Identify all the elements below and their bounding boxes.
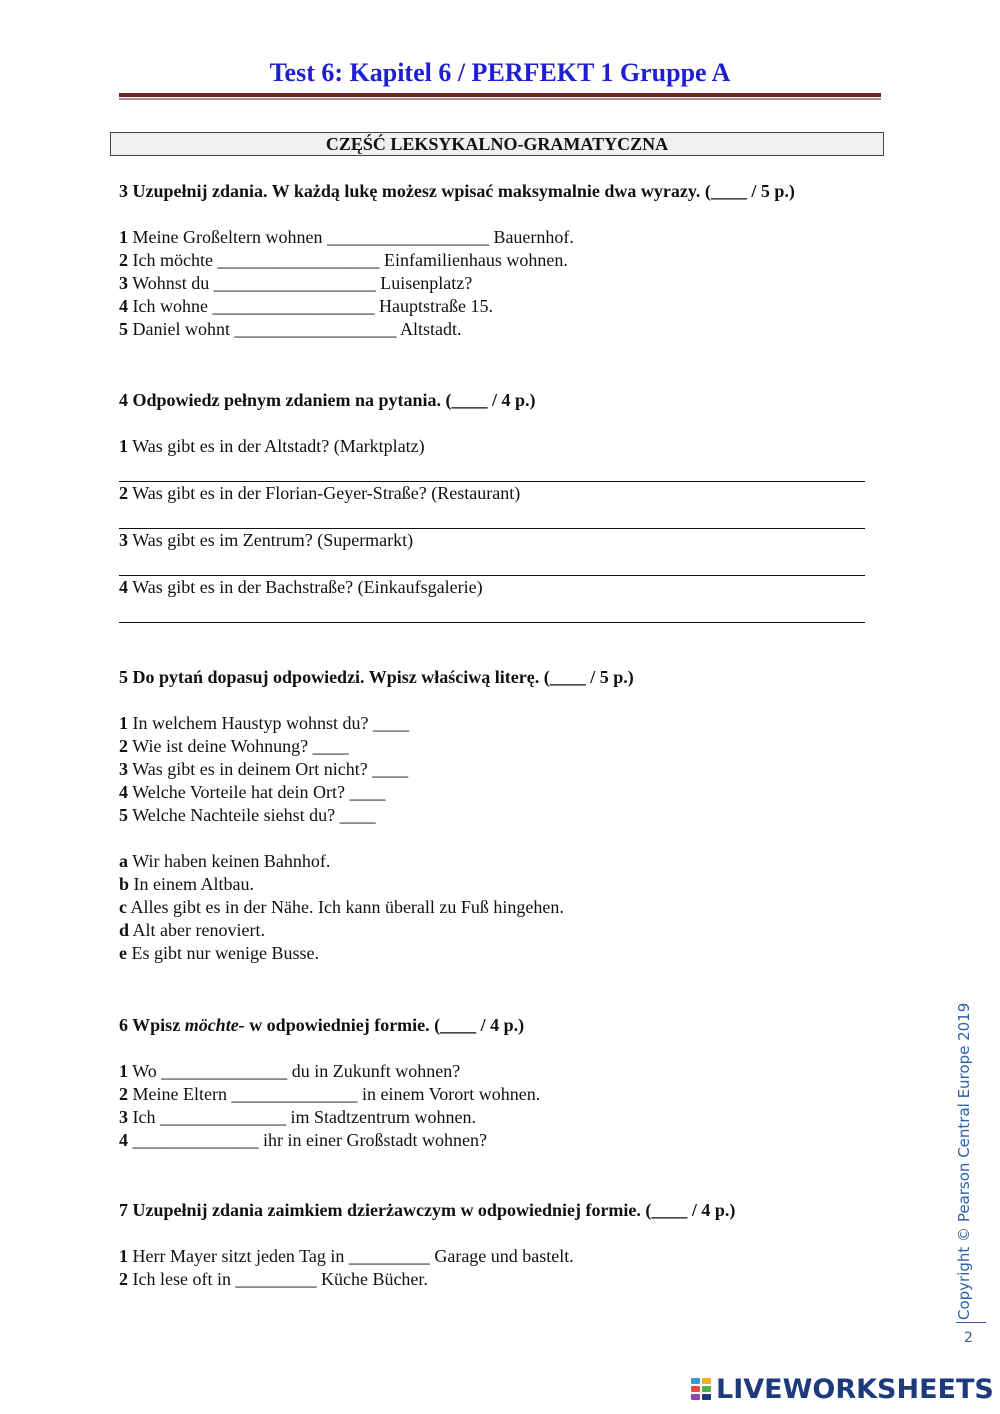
answer-option: b In einem Altbau. (119, 874, 254, 894)
title-divider (119, 93, 881, 97)
answer-line[interactable] (119, 505, 865, 529)
list-item: 4 Ich wohne __________________ Hauptstraße 15. (119, 296, 493, 316)
exercise-6-title: 6 Wpisz möchte- w odpowiedniej formie. (____ / 4 p.) (119, 1015, 525, 1035)
exercise-5 (119, 666, 919, 965)
question: 2 Was gibt es in der Florian-Geyer-Straße? (Restaurant) (119, 483, 521, 503)
list-item: 1 Wo ______________ du in Zukunft wohnen? (119, 1061, 461, 1081)
list-item: 1 Meine Großeltern wohnen __________________ Bauernhof. (119, 227, 574, 247)
list-item: 2 Ich lese oft in _________ Küche Bücher. (119, 1269, 428, 1289)
answer-line[interactable] (119, 458, 865, 482)
exercise-5-title: 5 Do pytań dopasuj odpowiedzi. Wpisz właściwą literę. (____ / 5 p.) (119, 667, 634, 687)
section-heading: CZĘŚĆ LEKSYKALNO-GRAMATYCZNA (110, 132, 884, 156)
list-item: 4 ______________ ihr in einer Großstadt wohnen? (119, 1130, 487, 1150)
question: 1 Was gibt es in der Altstadt? (Marktplatz) (119, 436, 425, 456)
title-divider-shadow (119, 98, 881, 100)
list-item: 5 Welche Nachteile siehst du? ____ (119, 805, 376, 825)
answer-line[interactable] (119, 599, 865, 623)
answer-option: a Wir haben keinen Bahnhof. (119, 851, 331, 871)
list-item: 2 Meine Eltern ______________ in einem Vorort wohnen. (119, 1084, 541, 1104)
page-number: 2 (964, 1330, 973, 1346)
list-item: 3 Was gibt es in deinem Ort nicht? ____ (119, 759, 409, 779)
logo-text: LIVEWORKSHEETS (716, 1373, 994, 1405)
list-item: 3 Wohnst du __________________ Luisenplatz? (119, 273, 473, 293)
answer-option: d Alt aber renoviert. (119, 920, 265, 940)
exercise-6 (119, 1014, 919, 1152)
question: 3 Was gibt es im Zentrum? (Supermarkt) (119, 530, 414, 550)
footer-divider (956, 1322, 986, 1323)
exercise-7-title: 7 Uzupełnij zdania zaimkiem dzierżawczym w odpowiedniej formie. (____ / 4 p.) (119, 1200, 736, 1220)
list-item: 1 Herr Mayer sitzt jeden Tag in _________ Garage und bastelt. (119, 1246, 574, 1266)
list-item: 3 Ich ______________ im Stadtzentrum wohnen. (119, 1107, 476, 1127)
copyright-notice: Copyright © Pearson Central Europe 2019 (955, 1002, 973, 1320)
answer-option: c Alles gibt es in der Nähe. Ich kann überall zu Fuß hingehen. (119, 897, 564, 917)
list-item: 5 Daniel wohnt __________________ Altstadt. (119, 319, 462, 339)
page-title: Test 6: Kapitel 6 / PERFEKT 1 Gruppe A (269, 58, 731, 87)
list-item: 2 Wie ist deine Wohnung? ____ (119, 736, 349, 756)
list-item: 2 Ich möchte __________________ Einfamilienhaus wohnen. (119, 250, 568, 270)
list-item: 1 In welchem Haustyp wohnst du? ____ (119, 713, 409, 733)
exercise-4 (119, 389, 919, 623)
exercise-4-title: 4 Odpowiedz pełnym zdaniem na pytania. (____ / 4 p.) (119, 390, 536, 410)
answer-option: e Es gibt nur wenige Busse. (119, 943, 319, 963)
liveworksheets-logo (690, 1374, 994, 1404)
exercise-3 (119, 180, 919, 341)
exercise-3-title: 3 Uzupełnij zdania. W każdą lukę możesz wpisać maksymalnie dwa wyrazy. (____ / 5 p.) (119, 181, 795, 201)
answer-line[interactable] (119, 552, 865, 576)
exercise-7 (119, 1199, 919, 1291)
list-item: 4 Welche Vorteile hat dein Ort? ____ (119, 782, 386, 802)
liveworksheets-logo-icon (690, 1377, 712, 1401)
question: 4 Was gibt es in der Bachstraße? (Einkaufsgalerie) (119, 577, 483, 597)
